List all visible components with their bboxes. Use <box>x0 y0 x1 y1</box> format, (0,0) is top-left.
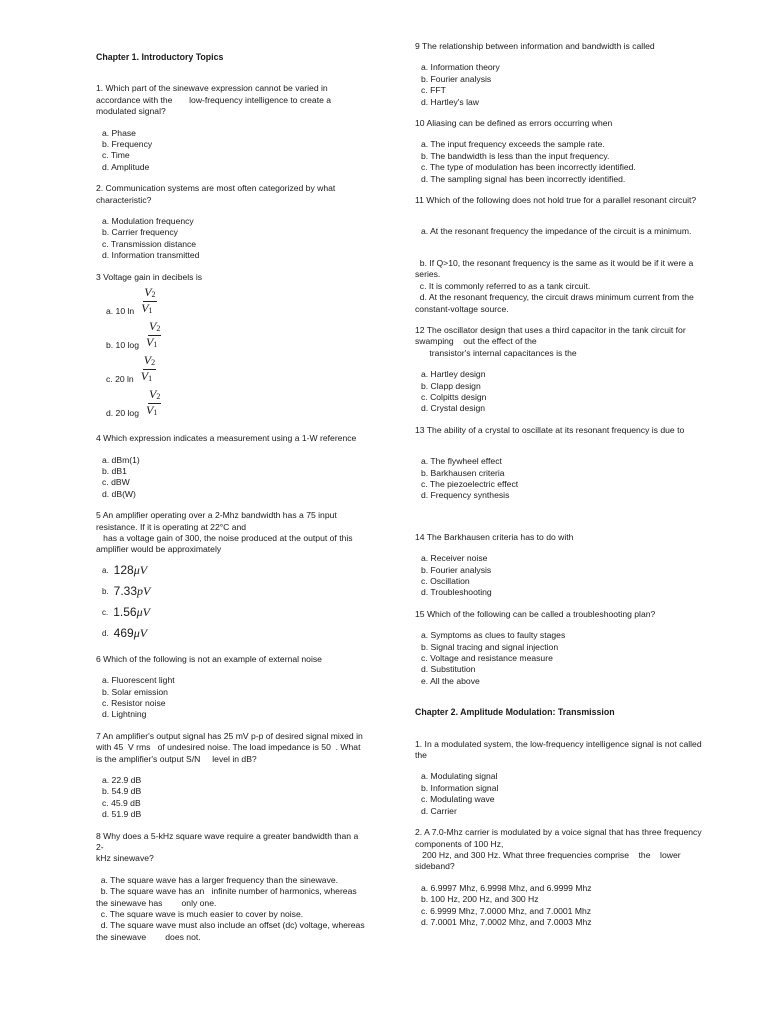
question-text: modulated signal? <box>96 106 166 117</box>
question-text: 6 Which of the following is not an example of external noise <box>96 653 322 664</box>
answer-option: b. Solar emission <box>102 686 168 697</box>
question-text: 7 An amplifier's output signal has 25 mV p-p of desired signal mixed in <box>96 730 363 741</box>
answer-option: b. The bandwidth is less than the input frequency. <box>421 150 610 161</box>
answer-option <box>96 385 368 419</box>
question-text: 200 Hz, and 300 Hz. What three frequencies comprise the lower <box>415 849 681 860</box>
chapter-2-question-1 <box>415 739 715 817</box>
question-2 <box>96 183 368 261</box>
answer-option: b. Barkhausen criteria <box>421 467 505 478</box>
answer-option: e. All the above <box>421 675 480 686</box>
answer-option: a. Symptoms as clues to faulty stages <box>421 630 566 641</box>
answer-option: d. Amplitude <box>102 161 150 172</box>
question-3 <box>96 272 368 419</box>
answer-option: b. Clapp design <box>421 380 481 391</box>
question-text: 1. Which part of the sinewave expression cannot be varied in <box>96 83 328 94</box>
question-text: 8 Why does a 5-kHz square wave require a greater bandwidth than a 2- <box>96 830 359 853</box>
answer-option: d. Crystal design <box>421 403 486 414</box>
question-text: kHz sinewave? <box>96 853 154 864</box>
answer-option: a. At the resonant frequency the impedance of the circuit is a minimum. <box>421 226 692 237</box>
question-text: 15 Which of the following can be called a troubleshooting plan? <box>415 608 656 619</box>
answer-option: c. It is commonly referred to as a tank circuit. <box>415 280 591 291</box>
answer-option: d. Frequency synthesis <box>421 490 510 501</box>
answer-option: a. 128μV <box>102 563 148 578</box>
question-1 <box>96 83 368 173</box>
question-text: transistor's internal capacitances is the <box>415 347 577 358</box>
right-column <box>415 41 715 928</box>
answer-option: a. Receiver noise <box>421 553 488 564</box>
question-text: 5 An amplifier operating over a 2-Mhz bandwidth has a 75 input <box>96 510 337 521</box>
answer-option: d. Lightning <box>102 709 147 720</box>
question-text: 4 Which expression indicates a measurement using a 1-W reference <box>96 433 357 444</box>
question-12 <box>415 325 715 415</box>
answer-option: a. Phase <box>102 127 136 138</box>
answer-option: b. Information signal <box>421 782 499 793</box>
answer-option: c. Resistor noise <box>102 697 166 708</box>
answer-option: a. Modulating signal <box>421 771 498 782</box>
answer-option: c. 6.9999 Mhz, 7.0000 Mhz, and 7.0001 Mhz <box>421 905 592 916</box>
answer-option: c. Voltage and resistance measure <box>421 653 553 664</box>
answer-option: b. Signal tracing and signal injection <box>421 641 559 652</box>
question-text: resistance. If it is operating at 22°C and <box>96 521 247 532</box>
answer-option: d. Substitution <box>421 664 476 675</box>
answer-option: d. At the resonant frequency, the circuit draws minimum current from the <box>415 292 694 303</box>
answer-option: d. The sampling signal has been incorrectly identified. <box>421 173 626 184</box>
answer-option: a. 22.9 dB <box>102 775 142 785</box>
answer-option: d. Hartley's law <box>421 96 479 107</box>
answer-option <box>96 317 368 351</box>
question-text: 13 The ability of a crystal to oscillate at its resonant frequency is due to <box>415 424 685 435</box>
question-text: 2. A 7.0-Mhz carrier is modulated by a voice signal that has three frequency <box>415 827 702 838</box>
question-text: the <box>415 750 427 761</box>
question-7 <box>96 731 368 821</box>
option-label: a. 10 ln <box>106 305 135 316</box>
answer-option: series. <box>415 269 441 280</box>
answer-option: d. Troubleshooting <box>421 587 492 598</box>
answer-option: d. Carrier <box>421 805 457 816</box>
option-label: d. 20 log <box>106 407 139 418</box>
answer-option: c. Modulating wave <box>421 794 495 805</box>
question-6 <box>96 654 368 721</box>
question-text: amplifier would be approximately <box>96 544 222 555</box>
answer-option: a. The flywheel effect <box>421 456 502 467</box>
question-text: sideband? <box>415 861 455 872</box>
answer-option: c. 45.9 dB <box>102 797 141 808</box>
question-text: 9 The relationship between information and bandwidth is called <box>415 41 655 51</box>
answer-option: b. Frequency <box>102 139 153 150</box>
answer-option: the sinewave has only one. <box>96 897 217 908</box>
answer-option: d. 7.0001 Mhz, 7.0002 Mhz, and 7.0003 Mhz <box>421 916 592 927</box>
answer-option: a. dBm(1) <box>102 454 140 465</box>
answer-option: c. The piezoelectric effect <box>421 478 519 489</box>
answer-option: c. Transmission distance <box>102 238 197 249</box>
answer-option: b. If Q>10, the resonant frequency is the same as it would be if it were a <box>415 257 694 268</box>
question-text: with 45 V rms of undesired noise. The load impedance is 50 . What <box>96 742 361 753</box>
answer-option: b. Fourier analysis <box>421 73 492 84</box>
question-9 <box>415 41 715 108</box>
question-11 <box>415 195 715 315</box>
question-text: accordance with the low-frequency intelligence to create a <box>96 94 332 105</box>
answer-option: a. The square wave has a larger frequency than the sinewave. <box>96 874 339 885</box>
voltage-ratio: $\frac{V_2}{V_1}$ <box>145 319 161 350</box>
answer-option: a. Modulation frequency <box>102 216 194 227</box>
question-text: components of 100 Hz, <box>415 838 504 849</box>
question-8 <box>96 831 368 944</box>
left-column <box>96 52 368 943</box>
answer-option: c. Colpitts design <box>421 391 487 402</box>
answer-option: the sinewave does not. <box>96 931 201 942</box>
answer-option: c. The type of modulation has been incorrectly identified. <box>421 162 636 173</box>
answer-option: c. 1.56μV <box>102 605 150 620</box>
question-14 <box>415 532 715 599</box>
voltage-ratio: $\frac{V_2}{V_1}$ <box>145 387 161 418</box>
answer-option: constant-voltage source. <box>415 303 509 314</box>
answer-option: d. The square wave must also include an offset (dc) voltage, whereas <box>96 920 365 931</box>
answer-option: a. The input frequency exceeds the sample rate. <box>421 139 605 150</box>
answer-option <box>96 283 368 317</box>
chapter-2-question-2 <box>415 827 715 928</box>
answer-option: d. 469μV <box>102 626 148 641</box>
question-text: has a voltage gain of 300, the noise produced at the output of this <box>96 532 353 543</box>
question-text: 14 The Barkhausen criteria has to do with <box>415 531 574 542</box>
chapter-2-title: Chapter 2. Amplitude Modulation: Transmission <box>415 707 615 718</box>
answer-option: b. dB1 <box>102 465 127 476</box>
question-text: characteristic? <box>96 194 152 205</box>
answer-option: c. Oscillation <box>421 576 470 586</box>
answer-option: d. dB(W) <box>102 488 136 499</box>
question-text: swamping out the effect of the <box>415 336 537 347</box>
question-10 <box>415 118 715 185</box>
option-label: b. 10 log <box>106 339 139 350</box>
answer-option: c. Time <box>102 150 130 161</box>
chapter-1-title: Chapter 1. Introductory Topics <box>96 52 224 62</box>
question-text: 2. Communication systems are most often categorized by what <box>96 183 336 194</box>
answer-option: a. Fluorescent light <box>102 675 175 686</box>
answer-option: a. 6.9997 Mhz, 6.9998 Mhz, and 6.9999 Mhz <box>421 882 592 893</box>
question-text: 10 Aliasing can be defined as errors occurring when <box>415 118 613 129</box>
answer-option: a. Information theory <box>421 62 500 73</box>
answer-option: b. 100 Hz, 200 Hz, and 300 Hz <box>421 894 539 905</box>
question-text: 12 The oscillator design that uses a third capacitor in the tank circuit for <box>415 324 686 335</box>
question-text: 3 Voltage gain in decibels is <box>96 271 203 282</box>
answer-option: c. dBW <box>102 477 130 488</box>
question-5 <box>96 510 368 640</box>
question-text: 11 Which of the following does not hold true for a parallel resonant circuit? <box>415 195 697 206</box>
answer-option: d. 51.9 dB <box>102 809 142 820</box>
answer-option: a. Hartley design <box>421 369 486 380</box>
answer-option: b. Carrier frequency <box>102 227 178 238</box>
answer-option: b. 7.33pV <box>102 584 151 599</box>
question-text: is the amplifier's output S/N level in dB? <box>96 753 257 764</box>
answer-option: b. 54.9 dB <box>102 786 142 797</box>
answer-option: d. Information transmitted <box>102 250 200 261</box>
answer-option: b. The square wave has an infinite number of harmonics, whereas <box>96 886 357 897</box>
answer-option: c. The square wave is much easier to cover by noise. <box>96 909 304 920</box>
question-text: 1. In a modulated system, the low-frequency intelligence signal is not called <box>415 738 702 749</box>
voltage-ratio: $\frac{V_2}{V_1}$ <box>141 285 156 316</box>
question-15 <box>415 609 715 687</box>
voltage-ratio: $\frac{V_2}{V_1}$ <box>140 353 156 384</box>
answer-option <box>96 351 368 385</box>
question-4 <box>96 433 368 500</box>
question-13 <box>415 425 715 502</box>
option-label: c. 20 ln <box>106 373 134 384</box>
answer-option: c. FFT <box>421 85 446 96</box>
answer-option: b. Fourier analysis <box>421 564 492 575</box>
